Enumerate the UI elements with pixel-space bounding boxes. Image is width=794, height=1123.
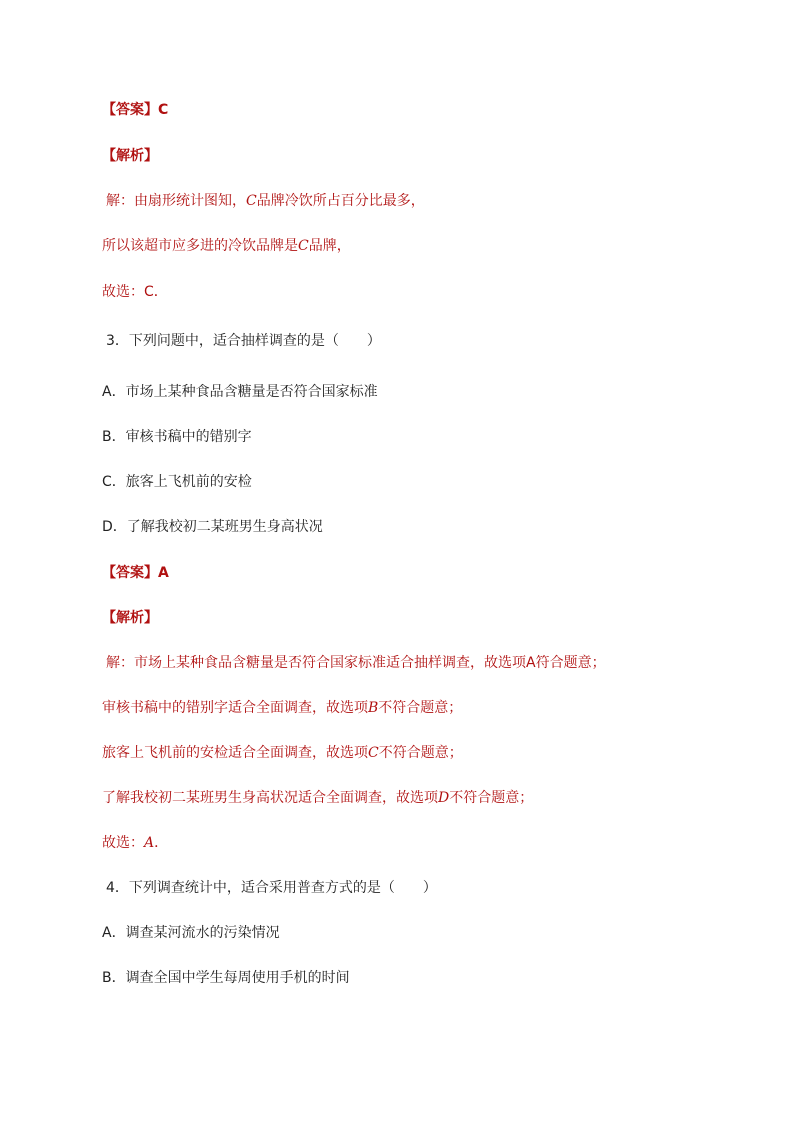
question-stem-3: 3．下列问题中，适合抽样调查的是（ ） [106, 333, 381, 349]
analysis-label: 【解析】 [102, 148, 158, 164]
question-stem-4: 4．下列调查统计中，适合采用普查方式的是（ ） [106, 880, 437, 896]
option-b: B．调查全国中学生每周使用手机的时间 [102, 970, 350, 986]
final-choice: 故选：A． [102, 835, 169, 851]
answer-label: 【答案】C [102, 102, 169, 118]
solution-line: 解：由扇形统计图知，C品牌冷饮所占百分比最多， [106, 193, 425, 209]
option-d: D．了解我校初二某班男生身高状况 [102, 519, 323, 535]
option-c: C．旅客上飞机前的安检 [102, 474, 252, 490]
final-choice: 故选：C． [102, 284, 168, 300]
option-a: A．市场上某种食品含糖量是否符合国家标准 [102, 384, 378, 400]
solution-line: 解：市场上某种食品含糖量是否符合国家标准适合抽样调查，故选项A符合题意； [106, 655, 606, 671]
analysis-label: 【解析】 [102, 610, 158, 626]
option-b: B．审核书稿中的错别字 [102, 429, 252, 445]
option-a: A．调查某河流水的污染情况 [102, 925, 280, 941]
solution-line: 所以该超市应多进的冷饮品牌是C品牌， [102, 238, 351, 254]
solution-line: 审核书稿中的错别字适合全面调查，故选项B不符合题意； [102, 700, 463, 716]
solution-line: 了解我校初二某班男生身高状况适合全面调查，故选项D不符合题意； [102, 790, 534, 806]
solution-line: 旅客上飞机前的安检适合全面调查，故选项C不符合题意； [102, 745, 463, 761]
answer-label: 【答案】A [102, 565, 169, 581]
